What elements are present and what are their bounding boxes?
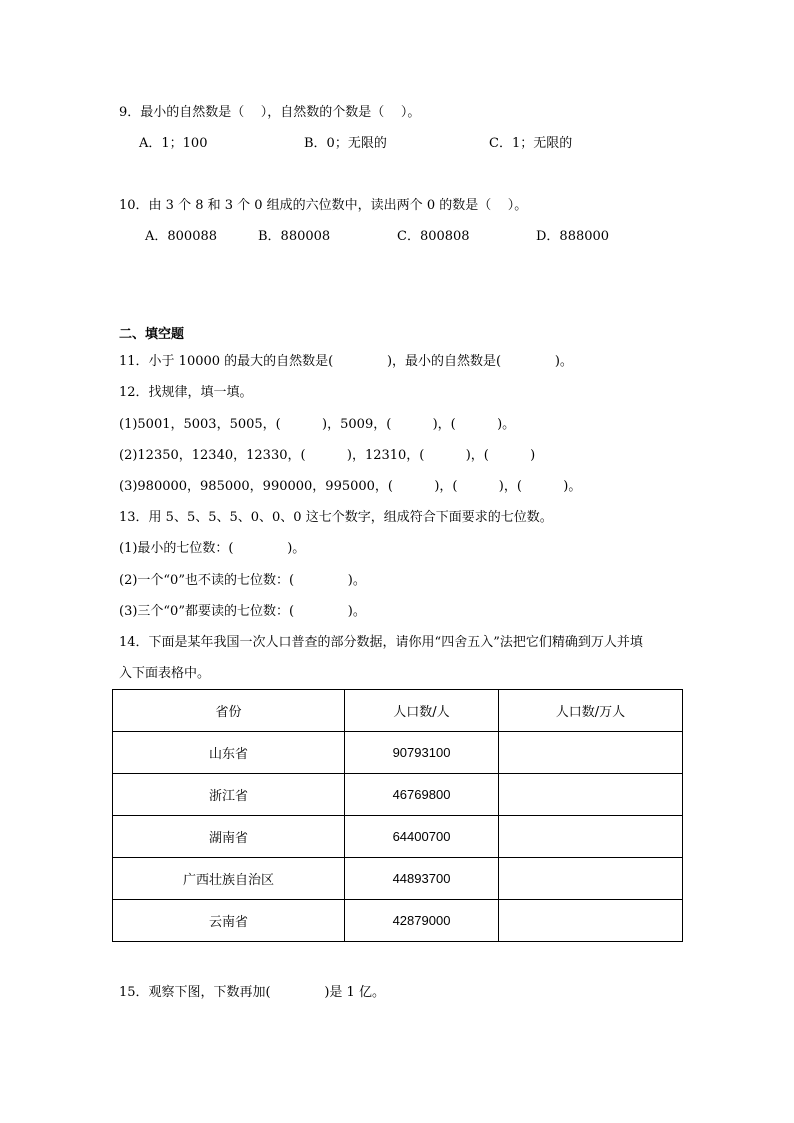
question-10-option-d: D．888000 [536,229,610,244]
population-cell: 46769800 [345,774,499,816]
province-cell: 浙江省 [113,774,345,816]
question-11: 11．小于 10000 的最大的自然数是( )，最小的自然数是( )。 [119,354,573,369]
table-row [113,816,683,858]
question-9-stem: 9．最小的自然数是（ ），自然数的个数是（ ）。 [119,105,421,120]
table-header-row [113,690,683,732]
table-row [113,774,683,816]
question-12-line-2: (2)12350，12340，12330，( )，12310，( )，( ) [119,448,536,463]
population-cell: 64400700 [345,816,499,858]
table-row [113,858,683,900]
question-15: 15．观察下图，下数再加( )是 1 亿。 [119,985,385,1000]
question-13-line-3: (3)三个“0”都要读的七位数：( )。 [119,604,366,619]
question-10-stem: 10．由 3 个 8 和 3 个 0 组成的六位数中，读出两个 0 的数是（ ）。 [119,198,528,213]
province-cell: 山东省 [113,732,345,774]
answer-cell[interactable] [499,774,683,816]
province-cell: 云南省 [113,900,345,942]
answer-cell[interactable] [499,900,683,942]
question-12-stem: 12．找规律，填一填。 [119,385,253,400]
population-cell: 44893700 [345,858,499,900]
answer-cell[interactable] [499,732,683,774]
question-10-option-b: B．880008 [258,229,331,244]
population-table [112,689,683,942]
table-row [113,732,683,774]
population-cell: 90793100 [345,732,499,774]
question-10-option-a: A．800088 [145,229,218,244]
section-heading: 二、填空题 [119,327,185,342]
question-14-stem-line-2: 入下面表格中。 [119,666,211,681]
answer-cell[interactable] [499,816,683,858]
answer-cell[interactable] [499,858,683,900]
question-12-line-1: (1)5001，5003，5005，( )，5009，( )，( )。 [119,417,516,432]
question-10-option-c: C．800808 [397,229,470,244]
header-population-wan: 人口数/万人 [499,690,683,732]
question-13-stem: 13．用 5、5、5、5、0、0、0 这七个数字，组成符合下面要求的七位数。 [119,510,553,525]
header-province: 省份 [113,690,345,732]
province-cell: 广西壮族自治区 [113,858,345,900]
question-14-stem-line-1: 14．下面是某年我国一次人口普查的部分数据，请你用“四舍五入”法把它们精确到万人并填 [119,635,643,650]
question-13-line-2: (2)一个“0”也不读的七位数：( )。 [119,573,366,588]
province-cell: 湖南省 [113,816,345,858]
question-9-option-a: A．1；100 [139,136,208,151]
header-population: 人口数/人 [345,690,499,732]
question-12-line-3: (3)980000，985000，990000，995000，( )，( )，( )。 [119,479,582,494]
question-9-option-c: C．1；无限的 [489,136,573,151]
table-row [113,900,683,942]
population-cell: 42879000 [345,900,499,942]
question-13-line-1: (1)最小的七位数：( )。 [119,541,306,556]
question-9-option-b: B．0；无限的 [304,136,387,151]
